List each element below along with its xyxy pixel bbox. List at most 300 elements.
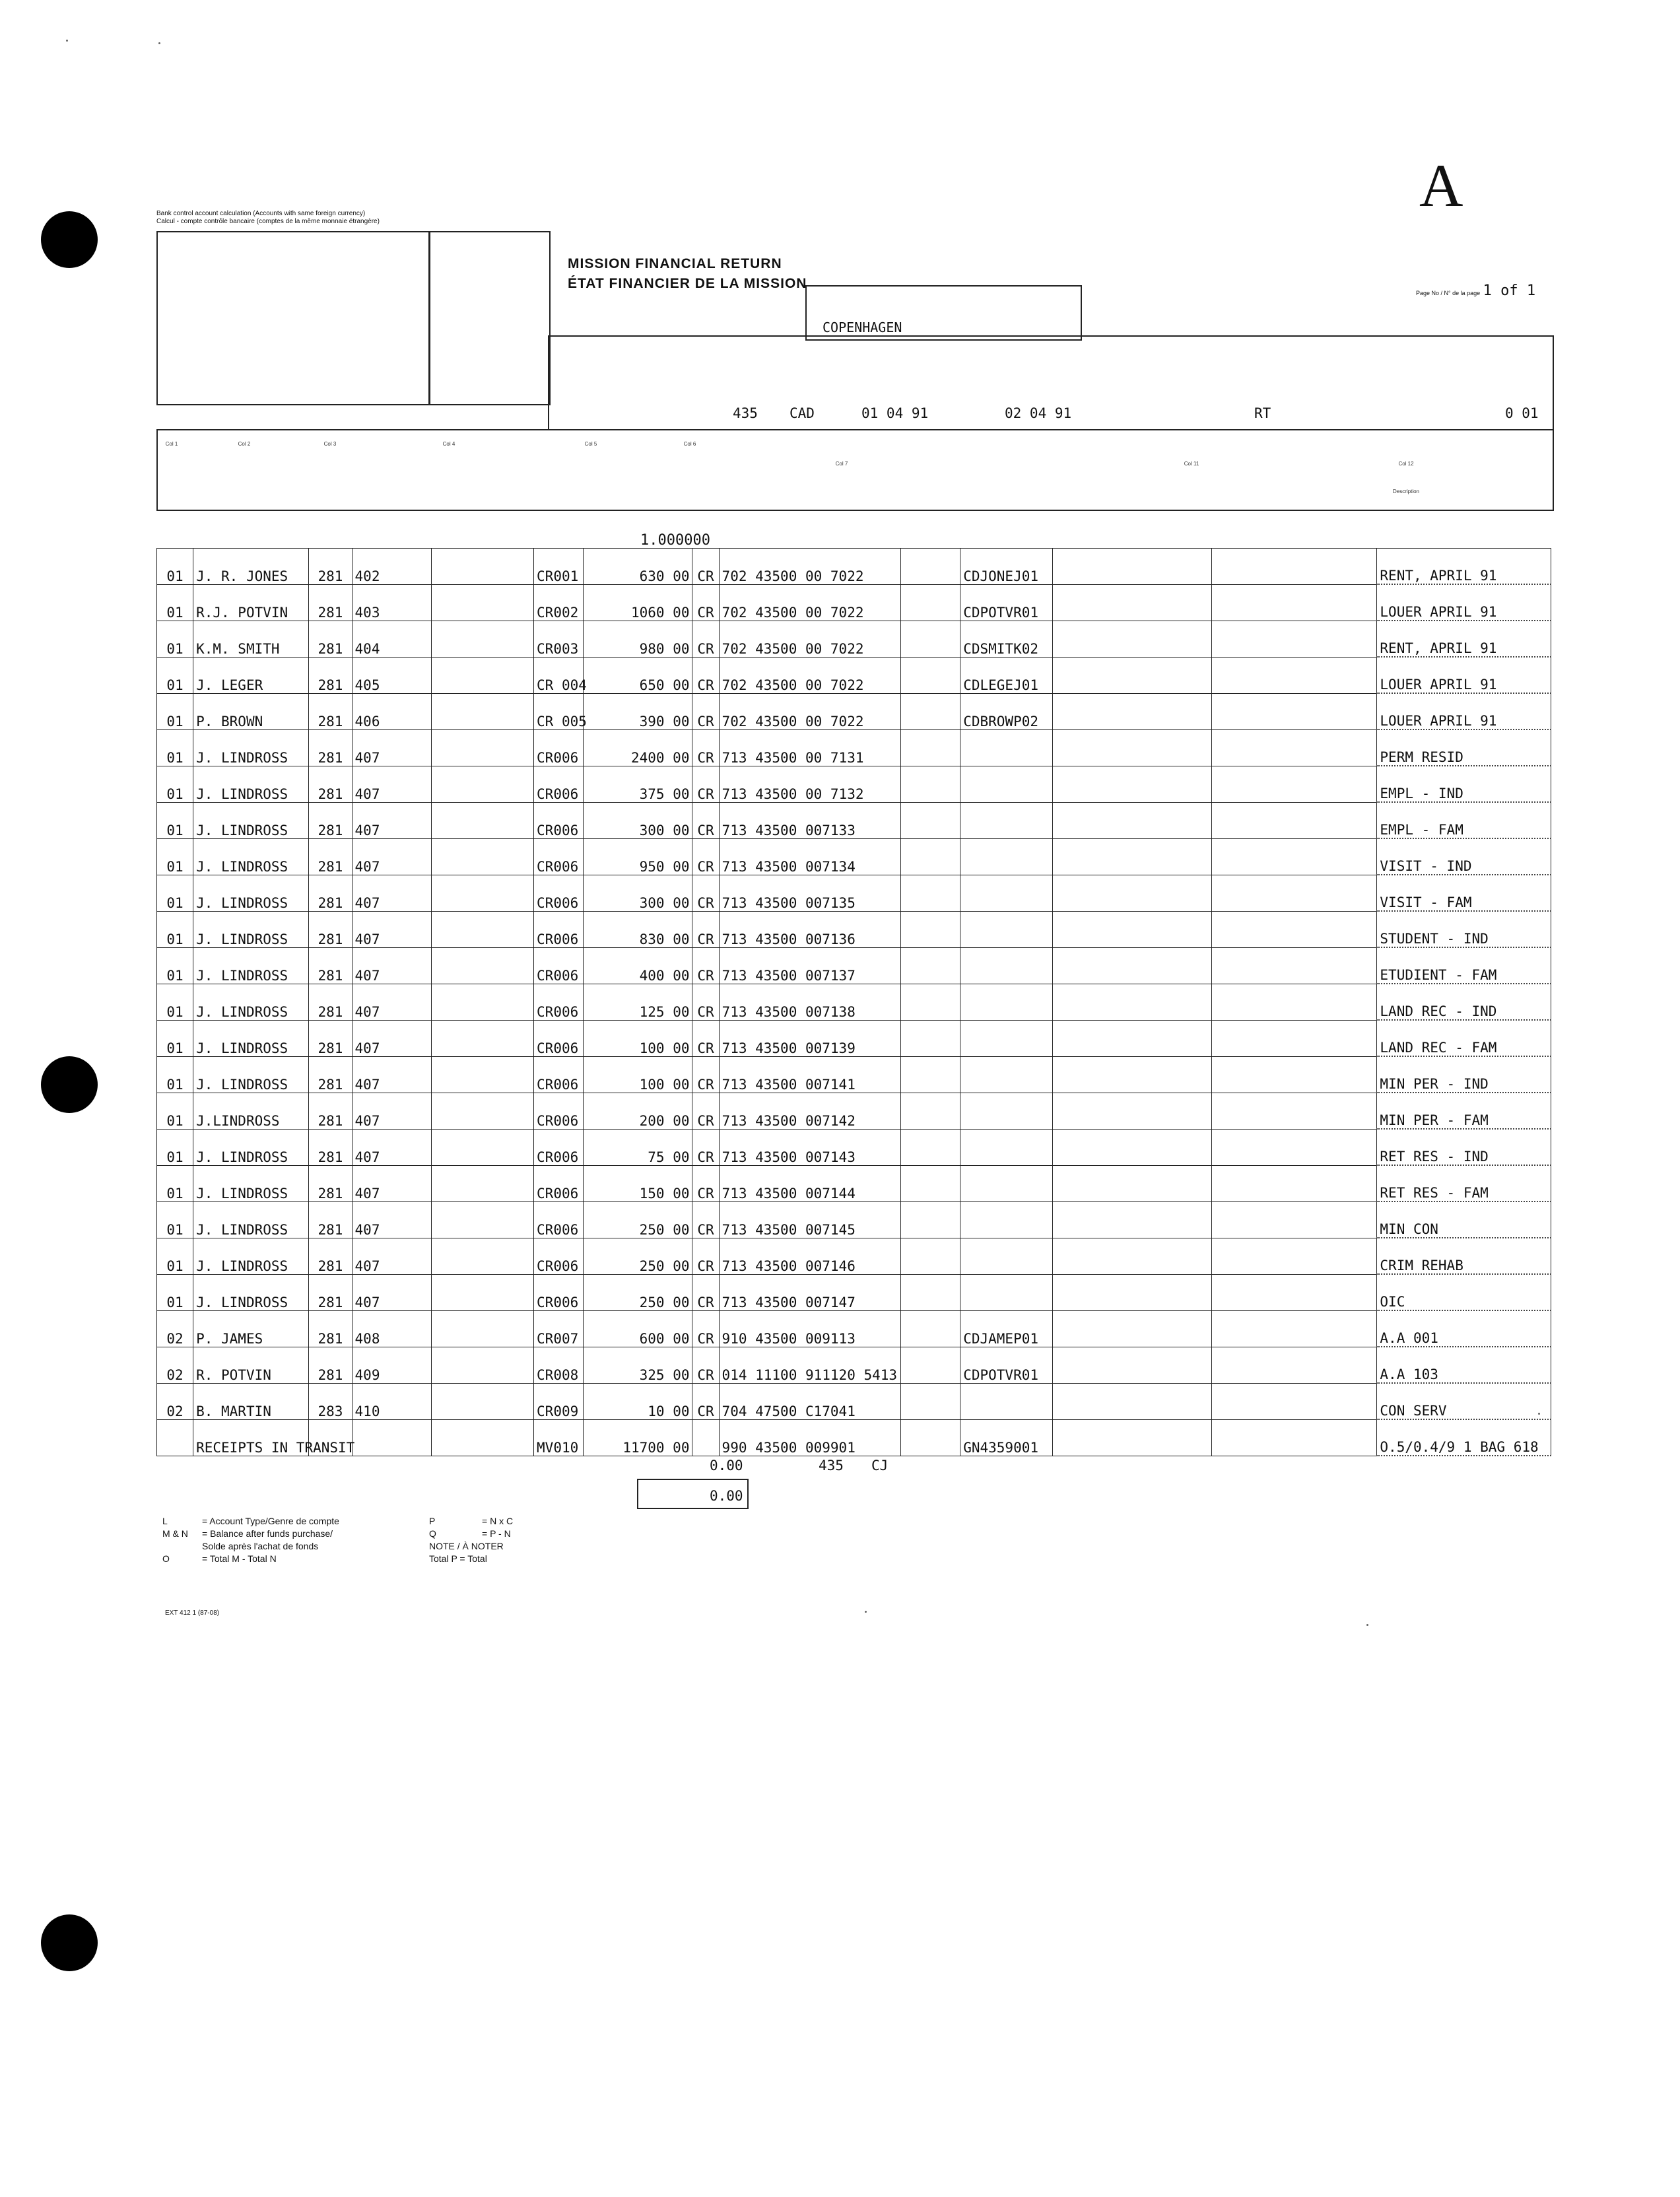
row-col8-blank	[901, 1310, 960, 1347]
row-col4-blank	[431, 1274, 533, 1310]
row-account-b: 409	[352, 1347, 431, 1383]
row-payee: J. LINDROSS	[193, 766, 309, 802]
row-payee: P. JAMES	[193, 1310, 309, 1347]
row-description: EMPL - IND	[1377, 766, 1551, 802]
header-currency: CAD	[790, 405, 815, 421]
row-col4-blank	[431, 621, 533, 657]
row-claim	[960, 984, 1053, 1020]
row-claim	[960, 911, 1053, 947]
row-col11b-blank	[1211, 947, 1376, 984]
scan-speck	[1366, 1624, 1368, 1626]
row-coding: 713 43500 007134	[719, 838, 901, 875]
row-coding: 702 43500 00 7022	[719, 657, 901, 693]
page-value: 1 of 1	[1483, 283, 1536, 299]
row-col4-blank	[431, 984, 533, 1020]
table-row	[157, 1274, 1551, 1310]
row-col11-blank	[1053, 1201, 1211, 1238]
row-payee: J. LINDROSS	[193, 1238, 309, 1274]
row-reference: CR006	[534, 729, 584, 766]
row-amount: 250 00	[584, 1274, 692, 1310]
legend-row-mn-fr: Solde après l'achat de fonds	[202, 1541, 319, 1551]
row-account-a: 281	[309, 729, 352, 766]
row-cr-flag: CR	[692, 984, 719, 1020]
row-coding: 713 43500 007146	[719, 1238, 901, 1274]
row-col11-blank	[1053, 947, 1211, 984]
row-coding: 713 43500 00 7131	[719, 729, 901, 766]
row-col4-blank	[431, 1419, 533, 1456]
row-amount: 2400 00	[584, 729, 692, 766]
row-description: A.A 001	[1377, 1310, 1551, 1347]
row-account-b: 403	[352, 584, 431, 621]
row-amount: 75 00	[584, 1129, 692, 1165]
row-code: 01	[157, 1093, 193, 1129]
row-coding: 910 43500 009113	[719, 1310, 901, 1347]
table-row	[157, 984, 1551, 1020]
row-claim	[960, 729, 1053, 766]
row-col11-blank	[1053, 693, 1211, 729]
row-col11b-blank	[1211, 1383, 1376, 1419]
row-account-b: 408	[352, 1310, 431, 1347]
row-cr-flag: CR	[692, 1238, 719, 1274]
row-code: 01	[157, 1201, 193, 1238]
row-col8-blank	[901, 838, 960, 875]
row-code: 01	[157, 1238, 193, 1274]
row-account-a: 281	[309, 766, 352, 802]
row-claim: CDLEGEJ01	[960, 657, 1053, 693]
row-code: 01	[157, 1165, 193, 1201]
row-col8-blank	[901, 1129, 960, 1165]
table-row	[157, 1056, 1551, 1093]
table-row	[157, 693, 1551, 729]
row-account-a: 281	[309, 1201, 352, 1238]
row-account-a: 281	[309, 1238, 352, 1274]
row-code: 01	[157, 802, 193, 838]
row-code: 01	[157, 911, 193, 947]
row-col11b-blank	[1211, 875, 1376, 911]
row-cr-flag: CR	[692, 766, 719, 802]
row-code: 01	[157, 621, 193, 657]
row-payee: R. POTVIN	[193, 1347, 309, 1383]
row-reference: CR006	[534, 947, 584, 984]
row-description: O.5/0.4/9 1 BAG 618	[1377, 1419, 1551, 1456]
row-account-a: 281	[309, 1129, 352, 1165]
row-code: 01	[157, 1274, 193, 1310]
row-code: 01	[157, 984, 193, 1020]
row-col4-blank	[431, 1383, 533, 1419]
row-col4-blank	[431, 584, 533, 621]
row-col11b-blank	[1211, 621, 1376, 657]
row-payee: B. MARTIN	[193, 1383, 309, 1419]
row-code: 01	[157, 875, 193, 911]
row-payee: J. LINDROSS	[193, 1129, 309, 1165]
row-col11b-blank	[1211, 1238, 1376, 1274]
row-cr-flag: CR	[692, 693, 719, 729]
row-amount: 100 00	[584, 1056, 692, 1093]
row-col8-blank	[901, 1093, 960, 1129]
row-description: ETUDIENT - FAM	[1377, 947, 1551, 984]
row-col11b-blank	[1211, 657, 1376, 693]
row-claim	[960, 947, 1053, 984]
row-col11-blank	[1053, 802, 1211, 838]
row-account-a: 281	[309, 693, 352, 729]
table-row	[157, 1383, 1551, 1419]
table-row	[157, 657, 1551, 693]
row-code	[157, 1419, 193, 1456]
row-account-a: 281	[309, 838, 352, 875]
row-claim	[960, 1020, 1053, 1056]
row-col8-blank	[901, 875, 960, 911]
row-account-b: 407	[352, 1056, 431, 1093]
row-col11-blank	[1053, 1165, 1211, 1201]
form-code: EXT 412 1 (87-08)	[165, 1609, 220, 1617]
row-col4-blank	[431, 1093, 533, 1129]
row-cr-flag: CR	[692, 947, 719, 984]
row-account-b: 407	[352, 1238, 431, 1274]
row-account-b: 407	[352, 1020, 431, 1056]
row-col4-blank	[431, 947, 533, 984]
row-col11b-blank	[1211, 693, 1376, 729]
row-account-b	[352, 1419, 431, 1456]
row-coding: 713 43500 007147	[719, 1274, 901, 1310]
table-row	[157, 1165, 1551, 1201]
row-amount: 630 00	[584, 549, 692, 585]
table-row	[157, 875, 1551, 911]
row-col8-blank	[901, 947, 960, 984]
row-col11-blank	[1053, 1310, 1211, 1347]
row-account-b: 407	[352, 1165, 431, 1201]
row-col11-blank	[1053, 1419, 1211, 1456]
legend-right-row-total: Total P = Total	[429, 1553, 487, 1564]
row-claim	[960, 1093, 1053, 1129]
row-description: RET RES - FAM	[1377, 1165, 1551, 1201]
row-cr-flag: CR	[692, 875, 719, 911]
row-payee: J. LINDROSS	[193, 1165, 309, 1201]
row-reference: CR006	[534, 802, 584, 838]
col6-header: Col 6	[683, 441, 696, 447]
row-description: LOUER APRIL 91	[1377, 584, 1551, 621]
row-payee: J. LINDROSS	[193, 984, 309, 1020]
scan-speck	[158, 42, 160, 44]
row-cr-flag: CR	[692, 911, 719, 947]
row-amount: 300 00	[584, 875, 692, 911]
row-col8-blank	[901, 1238, 960, 1274]
row-account-a: 281	[309, 875, 352, 911]
row-amount: 300 00	[584, 802, 692, 838]
row-reference: CR006	[534, 1093, 584, 1129]
row-account-b: 402	[352, 549, 431, 585]
row-reference: MV010	[534, 1419, 584, 1456]
row-col4-blank	[431, 549, 533, 585]
col1-header: Col 1	[165, 441, 178, 447]
row-payee: J. LINDROSS	[193, 875, 309, 911]
ledger-table	[156, 548, 1551, 1456]
row-description: STUDENT - IND	[1377, 911, 1551, 947]
row-amount: 11700 00	[584, 1419, 692, 1456]
row-col8-blank	[901, 1274, 960, 1310]
row-claim	[960, 802, 1053, 838]
row-col4-blank	[431, 1165, 533, 1201]
table-row	[157, 947, 1551, 984]
row-claim	[960, 875, 1053, 911]
row-col8-blank	[901, 584, 960, 621]
row-col8-blank	[901, 621, 960, 657]
row-claim	[960, 1238, 1053, 1274]
row-reference: CR006	[534, 1129, 584, 1165]
row-payee: K.M. SMITH	[193, 621, 309, 657]
row-payee: J. LEGER	[193, 657, 309, 693]
row-coding: 014 11100 911120 5413	[719, 1347, 901, 1383]
row-claim	[960, 766, 1053, 802]
fr-code: 435	[819, 1458, 844, 1473]
row-col8-blank	[901, 1347, 960, 1383]
row-col11-blank	[1053, 984, 1211, 1020]
row-coding: 713 43500 007136	[719, 911, 901, 947]
punch-hole-bottom	[41, 1914, 98, 1971]
left-caption: Bank control account calculation (Accounts with same foreign currency) Calcul - compte contrôle bancaire (comptes de la même monnaie étrangère)	[156, 210, 380, 225]
row-description: LOUER APRIL 91	[1377, 657, 1551, 693]
row-col4-blank	[431, 1201, 533, 1238]
row-account-a: 281	[309, 1093, 352, 1129]
row-description: RENT, APRIL 91	[1377, 621, 1551, 657]
row-description: PERM RESID	[1377, 729, 1551, 766]
row-payee: RECEIPTS IN TRANSIT	[193, 1419, 309, 1456]
row-col11b-blank	[1211, 766, 1376, 802]
row-account-a: 283	[309, 1383, 352, 1419]
row-description: MIN PER - FAM	[1377, 1093, 1551, 1129]
row-col11b-blank	[1211, 729, 1376, 766]
row-account-a: 281	[309, 549, 352, 585]
col5-header: Col 5	[584, 441, 597, 447]
row-cr-flag: CR	[692, 1056, 719, 1093]
legend-right-row-note: NOTE / À NOTER	[429, 1541, 504, 1551]
row-account-a: 281	[309, 1165, 352, 1201]
row-col11-blank	[1053, 621, 1211, 657]
row-reference: CR003	[534, 621, 584, 657]
row-reference: CR001	[534, 549, 584, 585]
row-col4-blank	[431, 875, 533, 911]
row-coding: 713 43500 007133	[719, 802, 901, 838]
row-amount: 125 00	[584, 984, 692, 1020]
row-description: RET RES - IND	[1377, 1129, 1551, 1165]
scan-speck	[1538, 1413, 1540, 1415]
row-col8-blank	[901, 802, 960, 838]
table-row	[157, 584, 1551, 621]
row-reference: CR006	[534, 984, 584, 1020]
row-col8-blank	[901, 729, 960, 766]
header-period-to: 02 04 91	[1005, 405, 1072, 421]
row-account-b: 407	[352, 875, 431, 911]
row-coding: 713 43500 007145	[719, 1201, 901, 1238]
row-reference: CR006	[534, 1056, 584, 1093]
row-coding: 713 43500 007141	[719, 1056, 901, 1093]
row-col11-blank	[1053, 1383, 1211, 1419]
table-row	[157, 766, 1551, 802]
row-account-a: 281	[309, 947, 352, 984]
row-description: CRIM REHAB	[1377, 1238, 1551, 1274]
row-account-a: 281	[309, 1347, 352, 1383]
row-reference: CR008	[534, 1347, 584, 1383]
row-code: 01	[157, 766, 193, 802]
row-coding: 713 43500 007144	[719, 1165, 901, 1201]
description-header: Description	[1392, 489, 1419, 494]
row-cr-flag: CR	[692, 584, 719, 621]
row-reference: CR006	[534, 1020, 584, 1056]
row-cr-flag: CR	[692, 1274, 719, 1310]
row-amount: 100 00	[584, 1020, 692, 1056]
row-amount: 375 00	[584, 766, 692, 802]
row-amount: 200 00	[584, 1093, 692, 1129]
row-coding: 713 43500 00 7132	[719, 766, 901, 802]
row-cr-flag: CR	[692, 549, 719, 585]
row-payee: J. LINDROSS	[193, 802, 309, 838]
table-row	[157, 549, 1551, 585]
row-payee: J. R. JONES	[193, 549, 309, 585]
row-account-b: 407	[352, 802, 431, 838]
row-col11b-blank	[1211, 1201, 1376, 1238]
row-amount: 325 00	[584, 1347, 692, 1383]
legend-row-mn: M & N = Balance after funds purchase/	[162, 1528, 333, 1539]
header-source: 435	[733, 405, 758, 421]
row-col8-blank	[901, 1020, 960, 1056]
row-col8-blank	[901, 693, 960, 729]
table-row	[157, 1310, 1551, 1347]
row-account-b: 407	[352, 984, 431, 1020]
row-reference: CR007	[534, 1310, 584, 1347]
row-col11b-blank	[1211, 1129, 1376, 1165]
row-amount: 950 00	[584, 838, 692, 875]
row-cr-flag: CR	[692, 1310, 719, 1347]
row-claim	[960, 1274, 1053, 1310]
table-row	[157, 1020, 1551, 1056]
row-cr-flag: CR	[692, 1383, 719, 1419]
row-reference: CR006	[534, 1201, 584, 1238]
row-col4-blank	[431, 729, 533, 766]
title-fr: ÉTAT FINANCIER DE LA MISSION	[568, 276, 807, 291]
table-row	[157, 1129, 1551, 1165]
row-col8-blank	[901, 1165, 960, 1201]
row-description: VISIT - IND	[1377, 838, 1551, 875]
row-col11b-blank	[1211, 1020, 1376, 1056]
table-row	[157, 1093, 1551, 1129]
col12-header: Col 12	[1398, 461, 1414, 467]
row-code: 01	[157, 584, 193, 621]
row-amount: 400 00	[584, 947, 692, 984]
row-col11b-blank	[1211, 838, 1376, 875]
row-payee: J.LINDROSS	[193, 1093, 309, 1129]
row-amount: 150 00	[584, 1165, 692, 1201]
row-code: 01	[157, 549, 193, 585]
row-account-b: 407	[352, 766, 431, 802]
table-row	[157, 1419, 1551, 1456]
row-col4-blank	[431, 693, 533, 729]
table-row	[157, 1347, 1551, 1383]
bank-control-box	[156, 231, 430, 405]
table-row	[157, 729, 1551, 766]
scan-speck	[865, 1611, 867, 1613]
row-coding: 702 43500 00 7022	[719, 584, 901, 621]
row-col4-blank	[431, 766, 533, 802]
table-row	[157, 621, 1551, 657]
row-code: 01	[157, 838, 193, 875]
row-account-a: 281	[309, 911, 352, 947]
row-coding: 702 43500 00 7022	[719, 693, 901, 729]
row-code: 01	[157, 657, 193, 693]
row-account-b: 407	[352, 1093, 431, 1129]
row-description: MIN PER - IND	[1377, 1056, 1551, 1093]
row-claim	[960, 1383, 1053, 1419]
row-claim	[960, 1129, 1053, 1165]
row-cr-flag: CR	[692, 729, 719, 766]
bank-control-box-right	[429, 231, 551, 405]
row-col11b-blank	[1211, 802, 1376, 838]
row-account-a: 281	[309, 584, 352, 621]
row-reference: CR006	[534, 1165, 584, 1201]
row-col11-blank	[1053, 1347, 1211, 1383]
legend	[162, 1515, 339, 1565]
row-reference: CR006	[534, 1274, 584, 1310]
row-account-a: 281	[309, 802, 352, 838]
row-claim: CDPOTVR01	[960, 584, 1053, 621]
row-account-a: 281	[309, 621, 352, 657]
row-claim: CDJAMEP01	[960, 1310, 1053, 1347]
col11-header: Col 11	[1184, 461, 1199, 467]
row-description: RENT, APRIL 91	[1377, 549, 1551, 585]
header-period-from: 01 04 91	[861, 405, 929, 421]
table-row	[157, 911, 1551, 947]
row-account-b: 407	[352, 911, 431, 947]
row-coding: 713 43500 007135	[719, 875, 901, 911]
row-cr-flag	[692, 1419, 719, 1456]
punch-hole-middle	[41, 1056, 98, 1113]
col6-grand-total: 0.00	[710, 1488, 743, 1504]
row-code: 02	[157, 1347, 193, 1383]
row-col8-blank	[901, 549, 960, 585]
row-reference: CR006	[534, 838, 584, 875]
row-col4-blank	[431, 1310, 533, 1347]
row-col11-blank	[1053, 1129, 1211, 1165]
row-amount: 10 00	[584, 1383, 692, 1419]
row-col11b-blank	[1211, 1274, 1376, 1310]
row-reference: CR 004	[534, 657, 584, 693]
row-col8-blank	[901, 911, 960, 947]
row-account-b: 406	[352, 693, 431, 729]
row-reference: CR009	[534, 1383, 584, 1419]
row-col4-blank	[431, 1347, 533, 1383]
row-col8-blank	[901, 1383, 960, 1419]
row-account-a: 281	[309, 1310, 352, 1347]
row-payee: R.J. POTVIN	[193, 584, 309, 621]
row-account-b: 407	[352, 838, 431, 875]
row-coding: 702 43500 00 7022	[719, 621, 901, 657]
row-account-b: 407	[352, 947, 431, 984]
row-account-b: 407	[352, 1274, 431, 1310]
row-col11-blank	[1053, 911, 1211, 947]
row-claim: CDBROWP02	[960, 693, 1053, 729]
row-payee: J. LINDROSS	[193, 1274, 309, 1310]
table-row	[157, 1238, 1551, 1274]
table-row	[157, 1201, 1551, 1238]
title-en: MISSION FINANCIAL RETURN	[568, 256, 782, 271]
row-col8-blank	[901, 766, 960, 802]
row-coding: 704 47500 C17041	[719, 1383, 901, 1419]
page-number	[1416, 283, 1535, 299]
punch-hole-top	[41, 211, 98, 268]
row-col8-blank	[901, 1201, 960, 1238]
row-col4-blank	[431, 1238, 533, 1274]
row-account-b: 404	[352, 621, 431, 657]
row-account-b: 410	[352, 1383, 431, 1419]
col7-header: Col 7	[835, 461, 848, 467]
